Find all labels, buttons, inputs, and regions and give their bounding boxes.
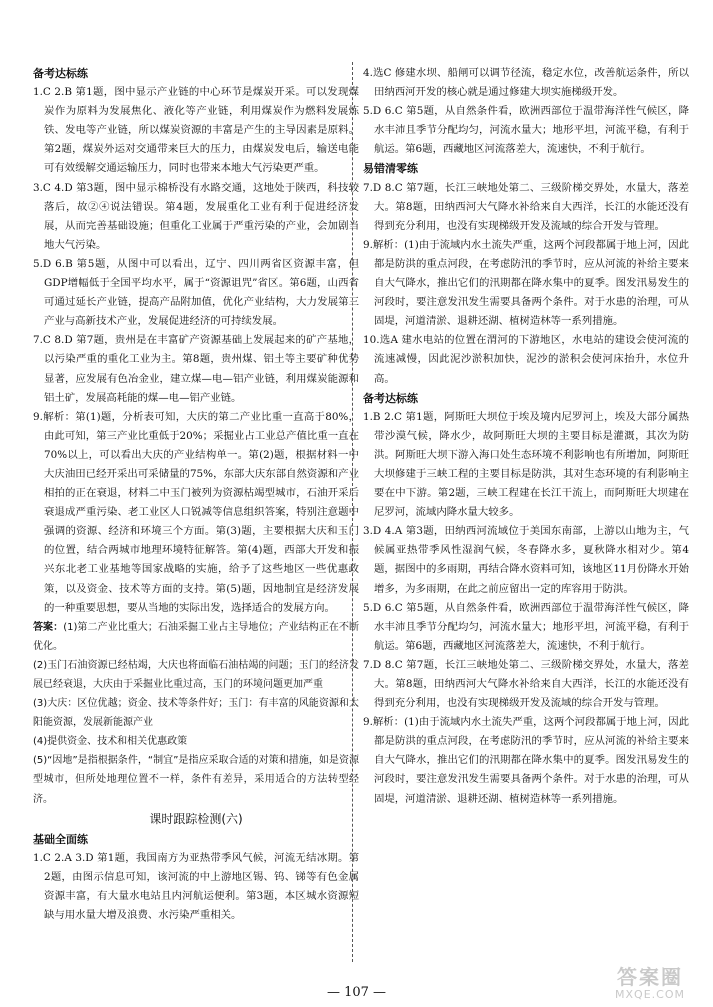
answer-item: 9.解析：(1)由于流域内水土流失严重，这两个河段都属于地上河，因此都是防洪的重点河段，在考虑防汛的季节时，应从河流的补给主要来自大气降水，推出它们的汛期都在降水集中的夏季。图发汛易发生的河段时，要注意发汛发生需要具备两个条件。对于水患的治理，可从固堤，河道清淤、退耕还湖、植树造林等一系列措施。 [363,238,689,328]
answer-item: 1.C 2.A 3.D 第1题，我国南方为亚热带季风气候，河流无结冰期。第2题，由图示信息可知，该河流的中上游地区锡、钨、锑等有色金属资源丰富，有大量水电站且内河航运便利。第3题，本区城水资源短缺与用水量大增及浪费、水污染严重相关。 [33,851,359,922]
answer-item: 5.D 6.C 第5题，从自然条件看，欧洲西部位于温带海洋性气候区，降水丰沛且季节分配均匀，河流水量大；地形平坦，河流平稳，有利于航运。第6题，西藏地区河流落差大，流速快，不利于航行。 [363,601,689,652]
answer-block [33,618,359,656]
answer-item: 3.C 4.D 第3题，图中显示棉桥没有水路交通，这地处于陕西，科技较落后，故②④说法错误。第4题，发展重化工业有利于促进经济发展，从而完善基础设施；但重化工业属于严重污染的产业，会加剧当地大气污染。 [33,181,359,251]
answer-part: (2)玉门石油资源已经枯竭，大庆也将面临石油枯竭的问题；玉门的经济发展已经衰退，大庆由于采掘业比重过高，玉门的环境问题更加严重 [33,659,359,690]
answer-part: (4)提供资金、技术和相关优惠政策 [33,736,188,748]
answer-item: 4.选C 修建水坝、船闸可以调节径流，稳定水位，改善航运条件，所以田纳西河开发的核心就是通过修建大坝实施梯级开发。 [363,67,689,99]
answer-item: 1.C 2.B 第1题，图中显示产业链的中心环节是煤炭开采。可以发现煤炭作为原料为发展焦化、液化等产业链，利用煤炭作为燃料发展炼铁、发电等产业链，所以煤炭资源的丰富是产生的主导因素是原料。第2题，煤炭外运对交通带来巨大的压力，由煤炭发电后，输送电能可有效缓解交通运输压力，同时也带来本地大气污染更严重。 [33,86,359,175]
answer-label: 答案： [33,621,64,633]
answer-item: 9.解析：(1)由于流域内水土流失严重，这两个河段都属于地上河，因此都是防洪的重点河段，在考虑防汛的季节时，应从河流的补给主要来自大气降水，推出它们的汛期都在降水集中的夏季。图发汛易发生的河段时，要注意发汛发生需要具备两个条件。对于水患的治理，可从固堤，河道清淤、退耕还湖、植树造林等一系列措施。 [363,716,689,805]
answer-item: 5.D 6.B 第5题，从图中可以看出，辽宁、四川两省区资源丰富，但GDP增幅低于全国平均水平，属于“资源诅咒”省区。第6题，山西省可通过延长产业链，提高产品附加值，优化产业结构，大力发展第三产业与高新技术产业，发展促进经济的可持续发展。 [33,257,359,328]
section-heading: 备考达标练 [363,391,418,405]
answer-part: (1)第二产业比重大；石油采掘工业占主导地位；产业结构正在不断优化。 [33,621,359,652]
answer-item: 7.D 8.C 第7题，长江三峡地处第二、三级阶梯交界处，水量大，落差大。第8题，田纳西河大气降水补给来自大西洋，长江的水能还没有得到充分利用，也没有实现梯级开发及流域的综合开发与管理。 [363,658,689,710]
section-heading: 基础全面练 [33,832,88,846]
section-title: 课时跟踪检测(六) [149,811,243,826]
section-heading: 易错清零练 [363,162,418,176]
answer-item: 1.B 2.C 第1题，阿斯旺大坝位于埃及境内尼罗河上，埃及大部分属热带沙漠气候，降水少，故阿斯旺大坝的主要目标是灌溉，其次为防洪。阿斯旺大坝下游入海口处生态环境不利影响也有所增加，阿斯旺大坝修建于三峡工程的主要目标是防洪，其对生态环境的有利影响主要在中下游。第2题，三峡工程建在长江干流上，而阿斯旺大坝建在尼罗河，流域内降水量大较多。 [363,410,689,519]
answer-item: 7.D 8.C 第7题，长江三峡地处第二、三级阶梯交界处，水量大，落差大。第8题，田纳西河大气降水补给来自大西洋，长江的水能还没有得到充分利用，也没有实现梯级开发及流域的综合开发与管理。 [363,181,689,232]
answer-item: 7.C 8.D 第7题，贵州是在丰富矿产资源基础上发展起来的矿产基地，以污染严重的重化工业为主。第8题，贵州煤、铝土等主要矿种优势显著，应发展有色冶金业，建立煤—电—铝产业链，利用煤炭能源和铝土矿，发展高耗能的煤—电—铝产业链。 [33,334,359,404]
watermark-logo [595,966,705,1004]
page-number: — 107 — [326,985,387,1000]
answer-item: 5.D 6.C 第5题，从自然条件看，欧洲西部位于温带海洋性气候区，降水丰沛且季节分配均匀，河流水量大；地形平坦，河流平稳，有利于航运。第6题，西藏地区河流落差大，流速快，不利于航行。 [363,105,689,156]
right-column [363,64,689,974]
section-heading: 备考达标练 [33,67,88,80]
answer-part: (3)大庆：区位优越；资金、技术等条件好；玉门：有丰富的风能资源和太阳能资源，发展新能源产业 [33,698,359,729]
answer-item: 9.解析：第(1)题，分析表可知，大庆的第二产业比重一直高于80%，由此可知，第三产业比重低于20%；采掘业占工业总产值比重一直在70%以上，可以看出大庆的产业结构单一。第(2)题，根据材料一中大庆油田已经开采出可采储量的75%，东部大庆东部自然资源和产业相拍的正在衰退，材料二中玉门被列为资源枯竭型城市，石油开采后衰退成严重污染、老工业区人口锐减等信息组织答案，特别注意题中强调的资源、经济和环境三个方面。第(3)题，主要根据大庆和玉门的位置，结合两城市地理环境特征解答。第(4)题，西部大开发和振兴东北老工业基地等国家战略的实施，给予了这些地区一些优惠政策，以及资金、技术等方面的支持。第(5)题，因地制宜是经济发展的一种重要思想，要从当地的实际出发，选择适合的发展方向。 [33,410,359,614]
watermark-url: MXQE.COM [615,988,685,1001]
answer-item: 3.D 4.A 第3题，田纳西河流域位于美国东南部，上游以山地为主，气候属亚热带季风性湿润气候，冬春降水多，夏秋降水相对少。第4题，据图中的多雨期，再结合降水资料可知，该地区11月份降水开始增多，为多雨期，在此之前应留出一定的库容用于防洪。 [363,525,689,595]
answer-part: (5)“因地”是指根据条件，“制宜”是指应采取合适的对策和措施，如是资源型城市，但所处地理位置不一样，条件有差异，采用适合的方法转型经济。 [33,755,359,805]
answer-item: 10.选A 建水电站的位置在渭河的下游地区，水电站的建设会使河流的流速减慢，因此泥沙淤积加快，泥沙的淤积会使河床抬升，水位升高。 [363,334,689,385]
column-divider [352,62,353,962]
left-column [33,64,359,944]
watermark-text: 答案圈 [617,965,683,989]
